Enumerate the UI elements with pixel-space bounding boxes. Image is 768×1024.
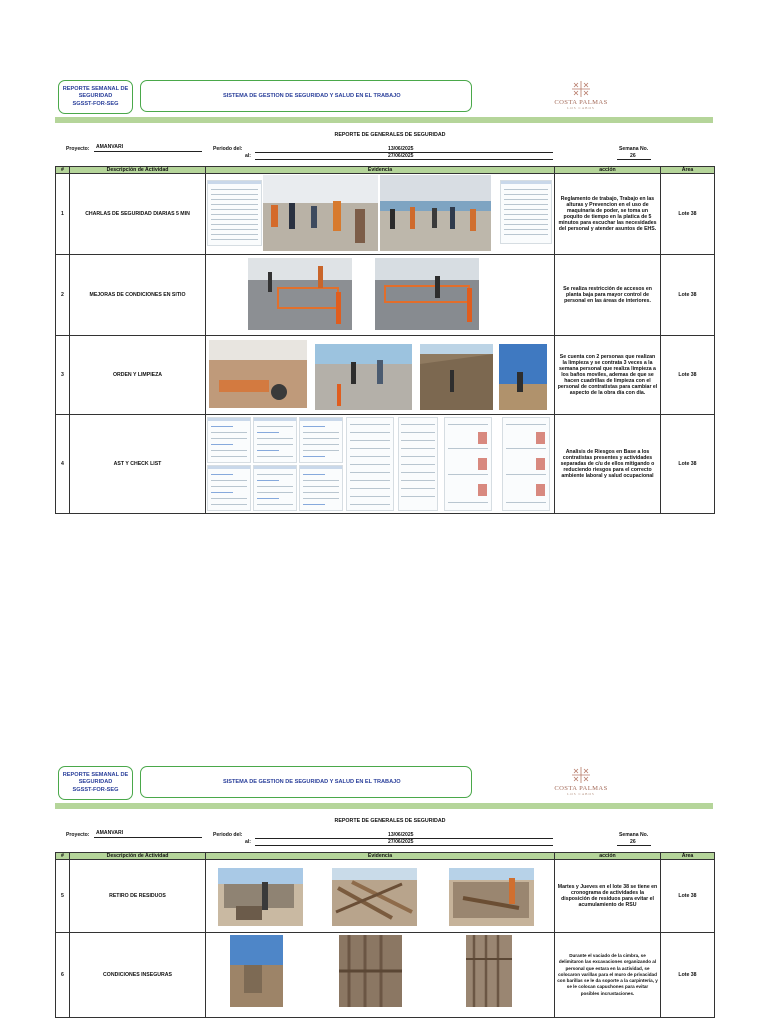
row-action: Durante el vaciado de la cimbra, se delimitaron las excavaciones organizando al personal que estara en la actividad, se colocaron varillas para el muro de privacidad con barillas se le da soporte a la carpintería, y se le colocan capuchones para evitar posibles incrustaciones. bbox=[555, 933, 661, 1018]
activities-table bbox=[55, 166, 715, 514]
project-label: Proyecto: bbox=[66, 832, 90, 838]
table-row bbox=[56, 336, 715, 415]
period-to-label: al: bbox=[245, 153, 251, 159]
palm-logo-icon bbox=[570, 766, 592, 784]
row-number: 2 bbox=[56, 255, 70, 336]
report-id-line1: REPORTE SEMANAL DE bbox=[62, 85, 129, 92]
table-row bbox=[56, 860, 715, 933]
row-activity: MEJORAS DE CONDICIONES EN SITIO bbox=[70, 255, 206, 336]
evidence-attendance-sheet bbox=[207, 180, 262, 246]
week-value: 26 bbox=[630, 839, 636, 845]
report-id-line2: SEGURIDAD bbox=[78, 93, 113, 100]
col-header-evidence: Evidencia bbox=[206, 167, 555, 174]
evidence-photo-safety-talk-2 bbox=[380, 175, 491, 251]
period-from-value: 13/06/2025 bbox=[388, 146, 414, 152]
period-to-value: 27/06/2025 bbox=[388, 839, 414, 845]
report-id-line2: SEGURIDAD bbox=[78, 779, 113, 786]
project-label: Proyecto: bbox=[66, 146, 90, 152]
row-activity: CHARLAS DE SEGURIDAD DIARIAS 5 MIN bbox=[70, 174, 206, 255]
row-area: Lote 38 bbox=[661, 860, 715, 933]
period-from-underline bbox=[255, 152, 553, 153]
evidence-photo-access-barrier-1 bbox=[248, 258, 352, 330]
costa-palmas-logo bbox=[553, 80, 609, 116]
report-id-line3: SGSST-FOR-SEG bbox=[72, 786, 119, 793]
row-area: Lote 38 bbox=[661, 174, 715, 255]
week-value: 26 bbox=[630, 153, 636, 159]
evidence-ast-doc bbox=[253, 465, 297, 511]
report-title: REPORTE DE GENERALES DE SEGURIDAD bbox=[334, 818, 446, 824]
system-title-box bbox=[140, 766, 472, 798]
col-header-evidence: Evidencia bbox=[206, 853, 555, 860]
system-title: SISTEMA DE GESTION DE SEGURIDAD Y SALUD EN EL TRABAJO bbox=[223, 779, 401, 785]
evidence-checklist-doc bbox=[502, 417, 550, 511]
period-from-label: Periodo del: bbox=[213, 832, 243, 838]
row-area: Lote 38 bbox=[661, 336, 715, 415]
col-header-action: acción bbox=[555, 167, 661, 174]
table-header-row bbox=[56, 167, 715, 174]
report-id-box bbox=[58, 766, 133, 800]
period-to-label: al: bbox=[245, 839, 251, 845]
table-row bbox=[56, 174, 715, 255]
evidence-photo-cleaning-1 bbox=[209, 340, 307, 408]
row-action: Se cuenta con 2 personas que realizan la limpieza y se contrata 3 veces a la semana personal que realiza limpieza a los baños moviles, ademas de que se hacen cuadrillas de limpieza con el personal de contratistas para cambiar el aspecto de la obra día con día. bbox=[555, 336, 661, 415]
row-action: Reglamento de trabajo, Trabajo en las alturas y Prevencion en el uso de maquinaria de poder, se toma un poquito de tiempo en la platica de 5 minutos para escuchar las necesidades del personal y atender asuntos de EHS. bbox=[555, 174, 661, 255]
evidence-checklist-doc bbox=[398, 417, 438, 511]
period-to-underline bbox=[255, 159, 553, 160]
activities-table bbox=[55, 852, 715, 1018]
row-number: 5 bbox=[56, 860, 70, 933]
evidence-photo-waste-removal-1 bbox=[218, 868, 303, 926]
row-number: 3 bbox=[56, 336, 70, 415]
evidence-checklist-doc bbox=[346, 417, 394, 511]
evidence-ast-doc bbox=[299, 465, 343, 511]
col-header-activity: Descripción de Actividad bbox=[70, 853, 206, 860]
evidence-photo-cleaning-3 bbox=[420, 344, 493, 410]
evidence-photo-unsafe-condition-1 bbox=[230, 935, 283, 1007]
evidence-ast-doc bbox=[253, 417, 297, 463]
row-activity: CONDICIONES INSEGURAS bbox=[70, 933, 206, 1018]
row-action: Martes y Jueves en el lote 38 se tiene en cronograma de actividades la disposición de residuos para evitar el acumulamiento de RSU bbox=[555, 860, 661, 933]
evidence-photo-unsafe-condition-2 bbox=[339, 935, 402, 1007]
palm-logo-icon bbox=[570, 80, 592, 98]
report-id-line3: SGSST-FOR-SEG bbox=[72, 100, 119, 107]
evidence-photo-waste-removal-3 bbox=[449, 868, 534, 926]
evidence-photo-cleaning-2 bbox=[315, 344, 412, 410]
row-area: Lote 38 bbox=[661, 933, 715, 1018]
evidence-photo-safety-talk-1 bbox=[263, 175, 378, 251]
report-id-box bbox=[58, 80, 133, 114]
evidence-photo-cleaning-4 bbox=[499, 344, 547, 410]
costa-palmas-logo bbox=[553, 766, 609, 802]
project-underline bbox=[94, 837, 202, 838]
project-value: AMANVARI bbox=[96, 830, 124, 836]
evidence-photo-waste-removal-2 bbox=[332, 868, 417, 926]
week-label: Semana No. bbox=[619, 146, 649, 152]
row-number: 1 bbox=[56, 174, 70, 255]
logo-subtext: LOS CABOS bbox=[567, 106, 595, 110]
row-action: Se realiza restricción de accesos en planta baja para mayor control de personal en las áreas de interiores. bbox=[555, 255, 661, 336]
row-evidence bbox=[206, 860, 555, 933]
row-activity: RETIRO DE RESIDUOS bbox=[70, 860, 206, 933]
row-activity: AST Y CHECK LIST bbox=[70, 415, 206, 514]
col-header-activity: Descripción de Actividad bbox=[70, 167, 206, 174]
project-value: AMANVARI bbox=[96, 144, 124, 150]
evidence-ast-doc bbox=[299, 417, 343, 463]
row-evidence bbox=[206, 933, 555, 1018]
period-from-label: Periodo del: bbox=[213, 146, 243, 152]
header-band bbox=[55, 803, 713, 809]
header-band bbox=[55, 117, 713, 123]
col-header-num: # bbox=[56, 167, 70, 174]
row-number: 6 bbox=[56, 933, 70, 1018]
logo-text: COSTA PALMAS bbox=[554, 785, 608, 792]
project-underline bbox=[94, 151, 202, 152]
system-title: SISTEMA DE GESTION DE SEGURIDAD Y SALUD EN EL TRABAJO bbox=[223, 93, 401, 99]
row-action: Analisis de Riesgos en Base a los contratistas presentes y actividades separadas de c/u de ellos mitigando o reduciendo riesgos para el correcto ambiente laboral y salud ocupacional bbox=[555, 415, 661, 514]
table-row bbox=[56, 933, 715, 1018]
evidence-ast-doc bbox=[207, 417, 251, 463]
system-title-box bbox=[140, 80, 472, 112]
logo-subtext: LOS CABOS bbox=[567, 792, 595, 796]
row-area: Lote 38 bbox=[661, 415, 715, 514]
row-activity: ORDEN Y LIMPIEZA bbox=[70, 336, 206, 415]
evidence-topic-sheet bbox=[500, 180, 552, 244]
row-number: 4 bbox=[56, 415, 70, 514]
row-evidence bbox=[206, 174, 555, 255]
table-row bbox=[56, 415, 715, 514]
logo-text: COSTA PALMAS bbox=[554, 99, 608, 106]
table-row bbox=[56, 255, 715, 336]
evidence-photo-unsafe-condition-3 bbox=[466, 935, 512, 1007]
period-from-underline bbox=[255, 838, 553, 839]
col-header-area: Área bbox=[661, 853, 715, 860]
col-header-action: acción bbox=[555, 853, 661, 860]
report-title: REPORTE DE GENERALES DE SEGURIDAD bbox=[334, 132, 446, 138]
col-header-area: Área bbox=[661, 167, 715, 174]
period-from-value: 13/06/2025 bbox=[388, 832, 414, 838]
col-header-num: # bbox=[56, 853, 70, 860]
period-to-underline bbox=[255, 845, 553, 846]
report-id-line1: REPORTE SEMANAL DE bbox=[62, 771, 129, 778]
row-evidence bbox=[206, 415, 555, 514]
evidence-ast-doc bbox=[207, 465, 251, 511]
row-evidence bbox=[206, 336, 555, 415]
row-area: Lote 38 bbox=[661, 255, 715, 336]
row-evidence bbox=[206, 255, 555, 336]
table-header-row bbox=[56, 853, 715, 860]
evidence-photo-access-barrier-2 bbox=[375, 258, 479, 330]
period-to-value: 27/06/2025 bbox=[388, 153, 414, 159]
week-underline bbox=[617, 845, 651, 846]
week-label: Semana No. bbox=[619, 832, 649, 838]
week-underline bbox=[617, 159, 651, 160]
evidence-checklist-doc bbox=[444, 417, 492, 511]
